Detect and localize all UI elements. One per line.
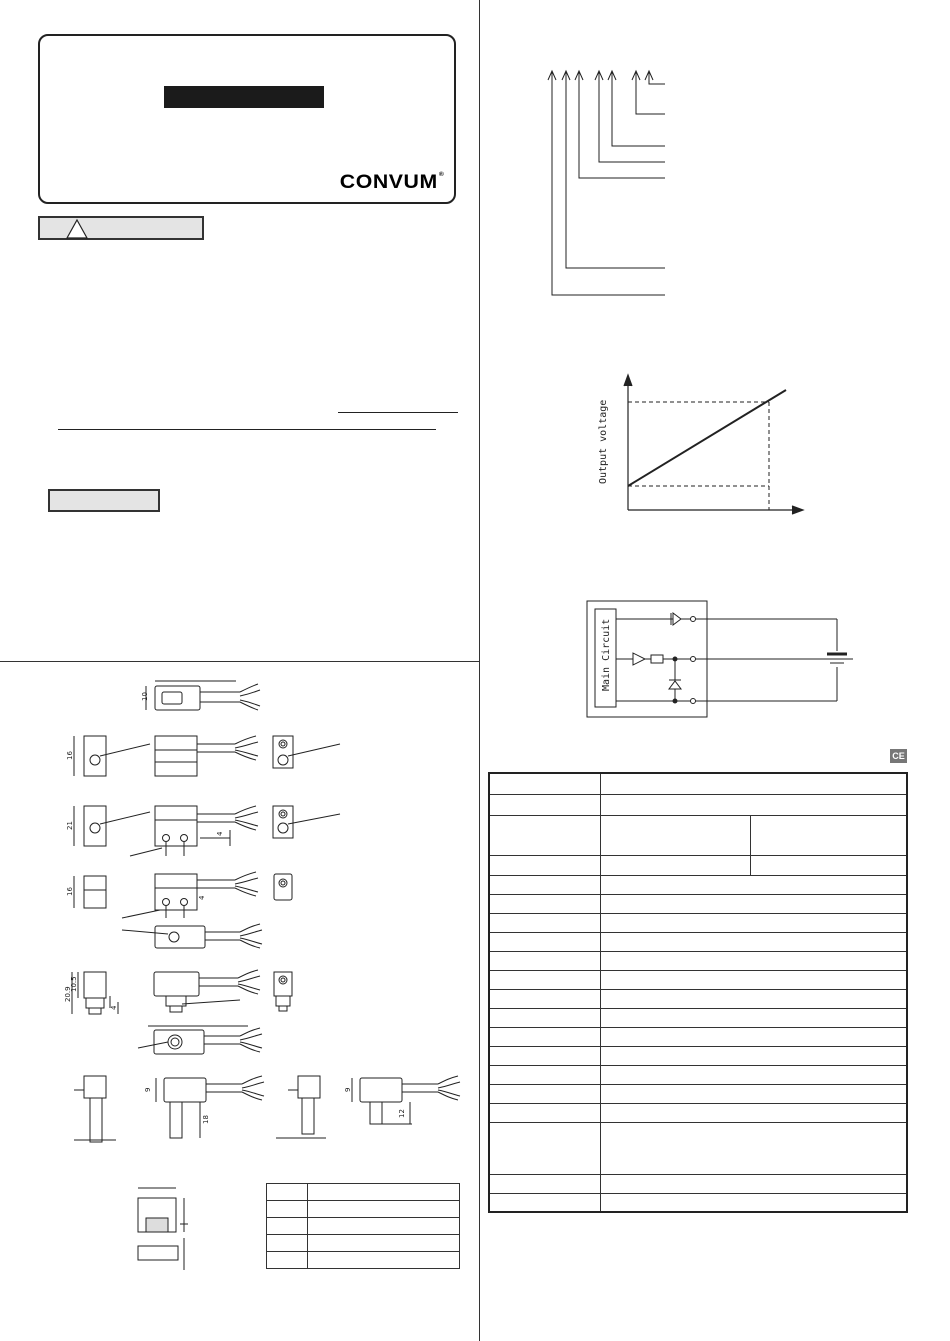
series-line xyxy=(628,390,786,486)
brand-logo xyxy=(339,172,444,194)
table-row xyxy=(267,1184,460,1201)
y-axis-arrow xyxy=(624,375,632,386)
table-row xyxy=(489,1103,907,1122)
svg-text:16: 16 xyxy=(66,751,74,760)
table-row xyxy=(489,951,907,970)
dimension-drawing-top xyxy=(140,678,270,718)
spec-table xyxy=(488,772,908,1213)
table-row xyxy=(267,1201,460,1218)
svg-text:4: 4 xyxy=(198,895,206,900)
caution-label xyxy=(48,489,160,512)
pin-table xyxy=(266,1183,460,1269)
svg-text:21: 21 xyxy=(66,821,74,830)
table-row xyxy=(489,875,907,894)
svg-text:16: 16 xyxy=(66,887,74,896)
table-row xyxy=(489,1046,907,1065)
svg-text:18: 18 xyxy=(202,1115,210,1124)
table-row xyxy=(489,815,907,855)
dimension-drawing-threaded xyxy=(58,966,358,1058)
table-row xyxy=(489,1193,907,1212)
table-row xyxy=(489,894,907,913)
svg-text:10: 10 xyxy=(141,692,149,701)
x-axis-arrow xyxy=(792,506,803,514)
dimension-drawing-type-b xyxy=(60,800,360,860)
output-voltage-chart xyxy=(590,370,810,520)
underline-rule xyxy=(338,412,458,413)
svg-text:4: 4 xyxy=(110,1005,118,1010)
registered-mark: ® xyxy=(438,172,444,178)
table-row xyxy=(267,1218,460,1235)
svg-text:10.5: 10.5 xyxy=(70,976,78,992)
table-row xyxy=(489,855,907,875)
table-row xyxy=(489,1174,907,1193)
y-axis-label: Output voltage xyxy=(598,399,609,484)
table-row xyxy=(489,1027,907,1046)
header-panel xyxy=(38,34,456,204)
connector-drawing xyxy=(130,1178,200,1270)
table-row xyxy=(489,1084,907,1103)
column-divider xyxy=(479,0,480,1341)
output-circuit-diagram xyxy=(587,601,857,719)
dimension-drawing-type-a xyxy=(60,730,360,785)
ce-mark-icon: CE xyxy=(890,749,907,763)
dimension-drawing-type-c xyxy=(60,868,360,958)
table-row xyxy=(489,913,907,932)
table-row xyxy=(489,932,907,951)
warning-label xyxy=(38,216,204,240)
table-row xyxy=(489,794,907,815)
table-row xyxy=(267,1235,460,1252)
svg-text:20.9: 20.9 xyxy=(64,986,72,1002)
table-row xyxy=(489,1065,907,1084)
model-code-diagram xyxy=(540,60,680,310)
section-divider xyxy=(0,661,479,662)
title-bar xyxy=(164,86,324,108)
svg-text:9: 9 xyxy=(344,1087,352,1092)
table-row xyxy=(489,989,907,1008)
main-circuit-label: Main Circuit xyxy=(601,618,612,691)
table-row xyxy=(489,773,907,794)
table-row xyxy=(489,970,907,989)
table-row xyxy=(267,1252,460,1269)
svg-text:4: 4 xyxy=(216,831,224,836)
dimension-drawing-tube xyxy=(70,1072,470,1152)
svg-text:9: 9 xyxy=(144,1087,152,1092)
underline-rule xyxy=(58,429,436,430)
table-row xyxy=(489,1008,907,1027)
brand-name: CONVUM xyxy=(339,172,438,193)
warning-triangle-icon xyxy=(66,219,88,239)
table-row xyxy=(489,1122,907,1174)
svg-text:12: 12 xyxy=(398,1109,406,1118)
